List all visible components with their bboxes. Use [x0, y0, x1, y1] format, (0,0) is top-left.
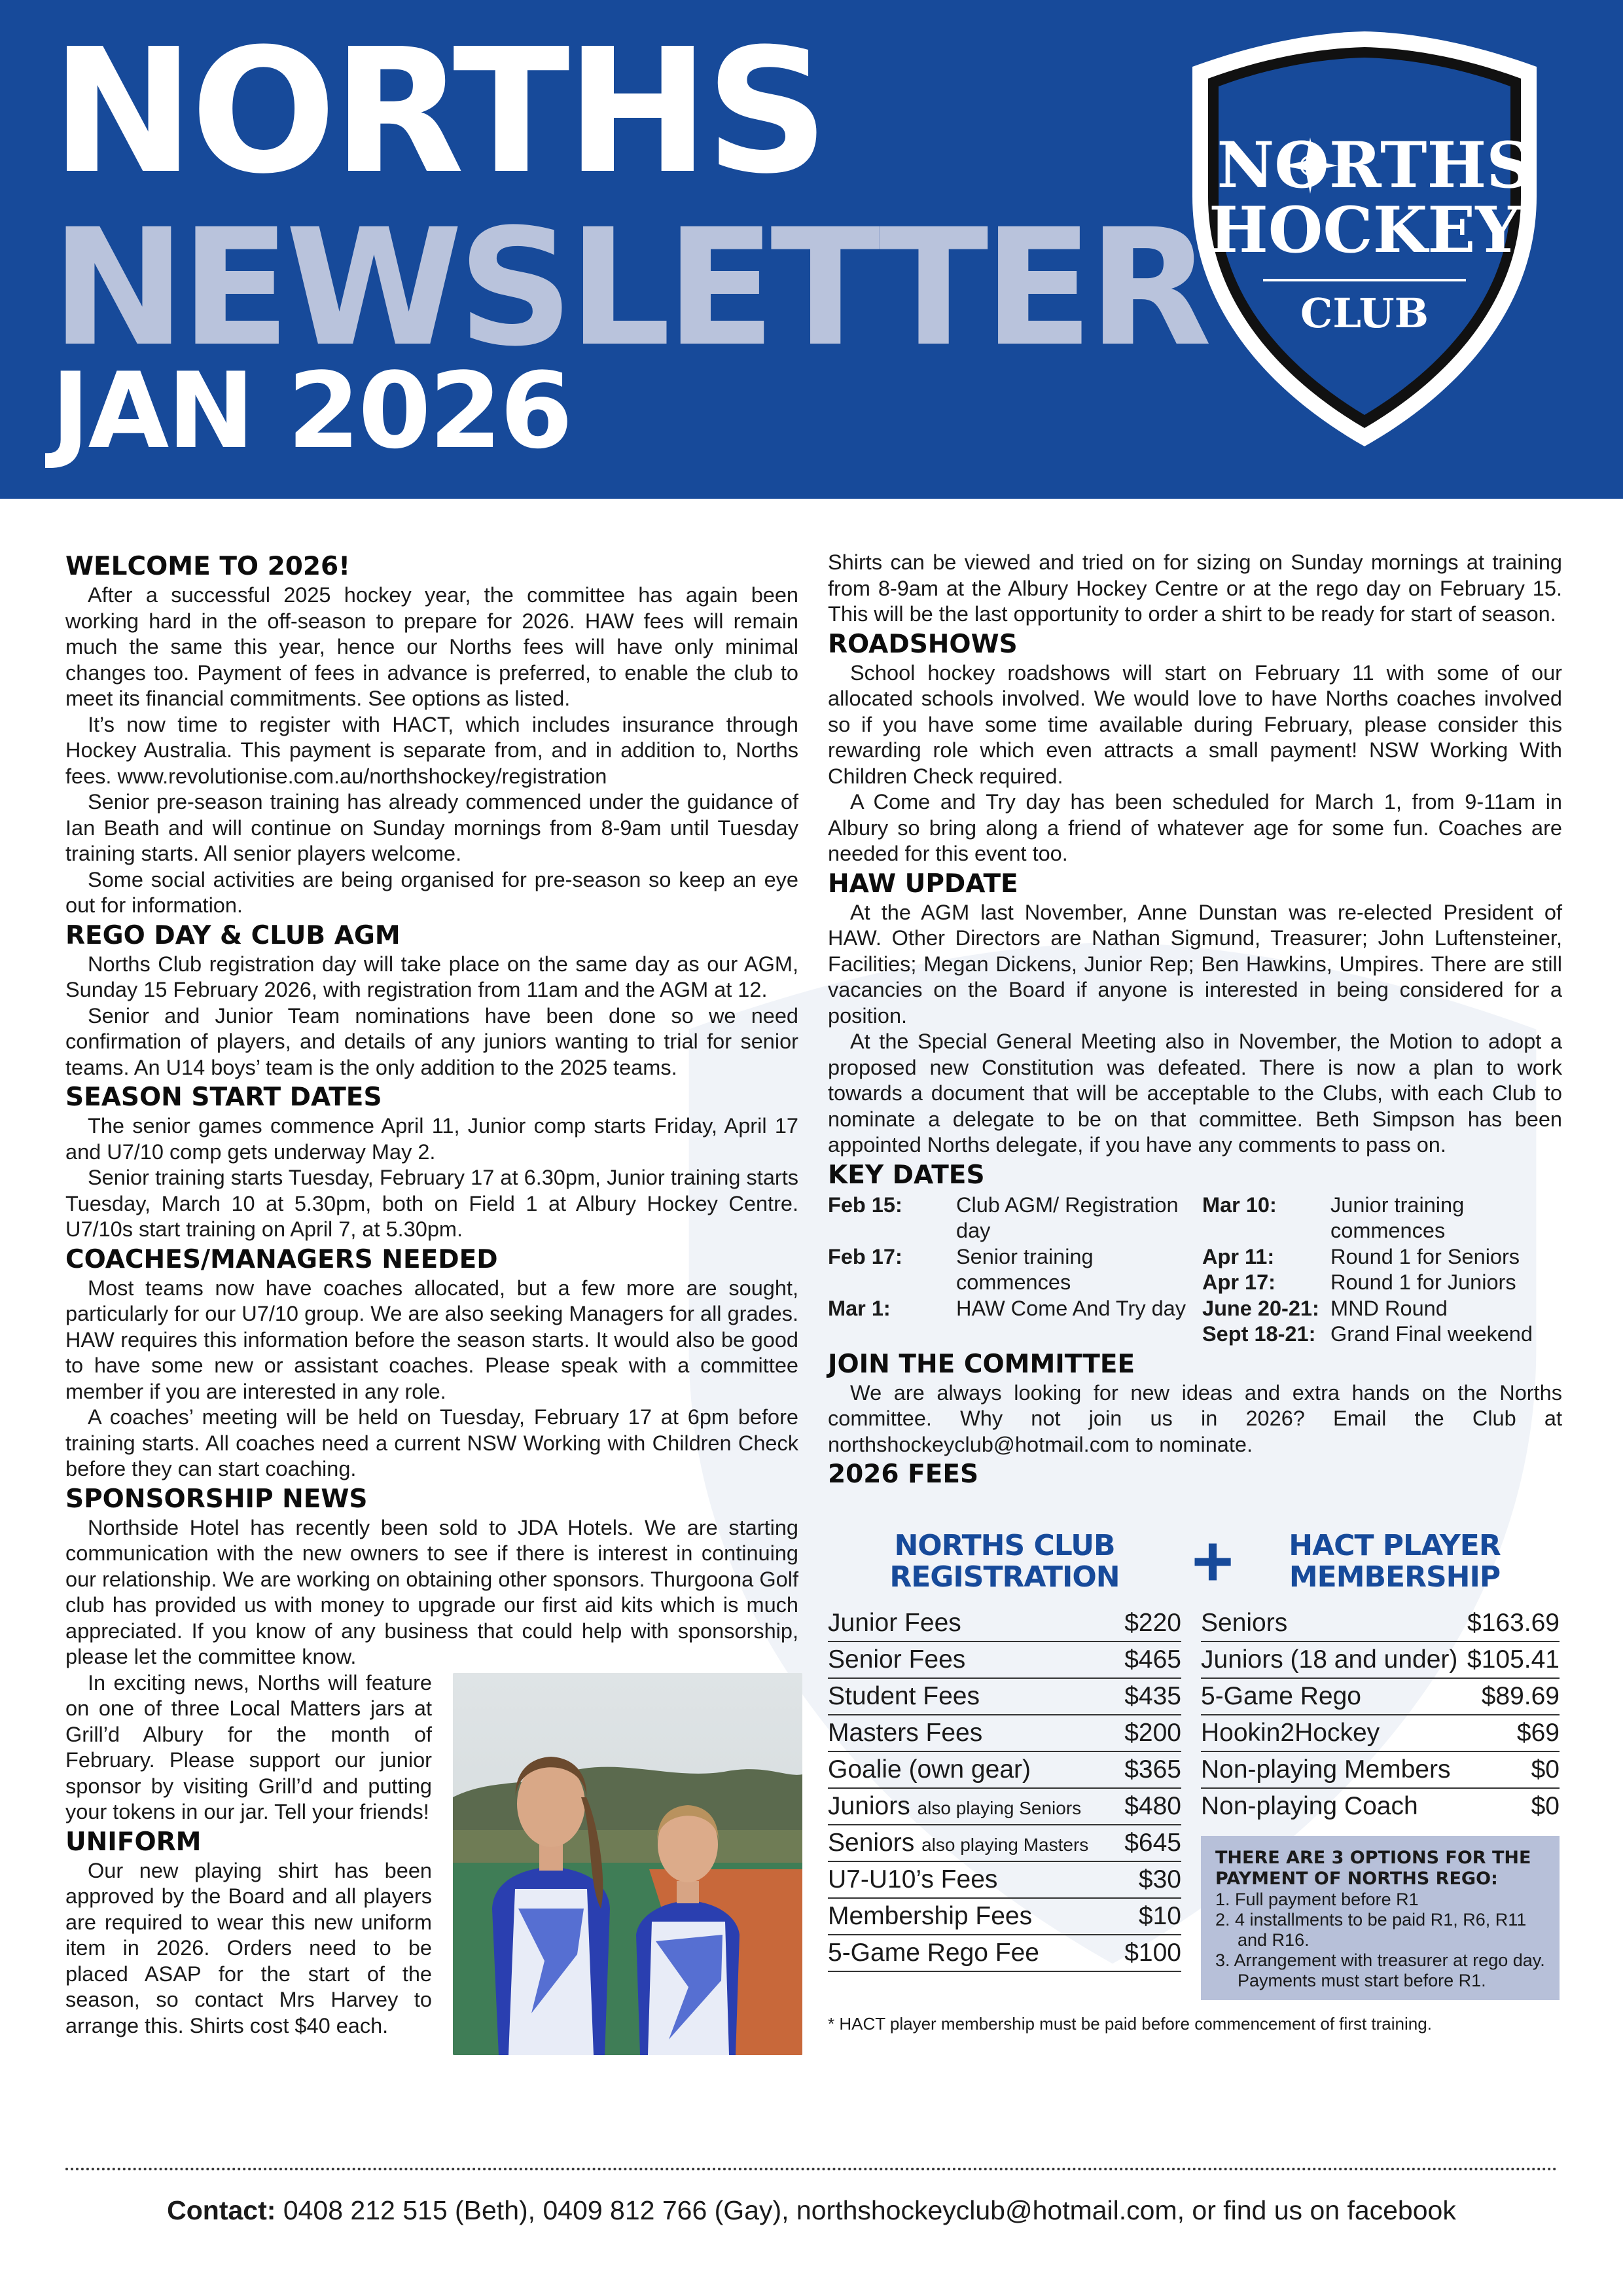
key-date-event: Round 1 for Juniors: [1330, 1270, 1516, 1294]
club-crest-logo: [1178, 26, 1551, 452]
haw-paragraph: At the Special General Meeting also in November, the Motion to adopt a proposed new Constitution was defeated. There is now a plan to work towards a document that will be acceptable to the Clubs, with each Club to nominate a delegate to be on that committee. Beth Simpson has been appointed Norths delegate, if you have any comments to pass on.: [828, 1030, 1562, 1157]
payment-option: 2. 4 installments to be paid R1, R6, R11 and R16.: [1215, 1910, 1527, 1950]
fees-tables: [828, 1605, 1562, 2000]
club-fees-table: [828, 1605, 1181, 2000]
key-date-stack: [1202, 1244, 1566, 1296]
key-date-event: MND Round: [1330, 1296, 1448, 1320]
roadshows-paragraph: A Come and Try day has been scheduled for March 1, from 9-11am in Albury so bring along a friend of whatever age for some fun. Coaches are needed for this event too.: [828, 790, 1562, 865]
fee-name: 5-Game Rego: [1201, 1682, 1361, 1710]
fees-footnote: * HACT player membership must be paid before commencement of first training.: [828, 2014, 1432, 2034]
fee-name: Student Fees: [828, 1682, 980, 1710]
hact-fees-panel: [1201, 1605, 1560, 2000]
fee-price: $645: [1124, 1829, 1181, 1857]
fee-row: [1201, 1605, 1560, 1642]
welcome-paragraph: It’s now time to register with HACT, which includes insurance through Hockey Australia. This payment is separate from, and in addition to, Norths fees. www.revolutionise.com.au/northshockey/registration: [65, 712, 798, 788]
key-date-event: Club AGM/ Registration day: [956, 1193, 1179, 1242]
fee-note: also playing Seniors: [917, 1798, 1082, 1818]
rego-heading: REGO DAY & CLUB AGM: [65, 920, 401, 950]
key-date-stack: [1202, 1296, 1566, 1348]
fee-note: also playing Masters: [921, 1835, 1089, 1855]
payment-option: 1. Full payment before R1: [1215, 1890, 1419, 1909]
coaches-paragraph: Most teams now have coaches allocated, but a few more are sought, particularly for our U7/10 group. We are also seeking Managers for all grades. HAW requires this information before the season starts. It would also be good to have some new or assistant coaches. Please speak with a committee member if you are interested in any role.: [65, 1276, 798, 1403]
committee-heading: JOIN THE COMMITTEE: [828, 1349, 1135, 1379]
committee-paragraph: We are always looking for new ideas and extra hands on the Norths committee. Why not join us in 2026? Email the Club at northshockeyclub@hotmail.com to nominate.: [828, 1380, 1562, 1456]
key-date-event: Round 1 for Seniors: [1330, 1244, 1520, 1268]
rego-paragraph: Norths Club registration day will take place on the same day as our AGM, Sunday 15 February 2026, with registration from 11am and the AGM at 12.: [65, 952, 798, 1001]
key-date-event: Grand Final weekend: [1330, 1322, 1533, 1346]
fee-name: Seniors: [828, 1829, 915, 1857]
fee-row: [1201, 1679, 1560, 1715]
fee-row: [828, 1825, 1181, 1862]
fee-row: [828, 1789, 1181, 1825]
photo-section: [65, 1670, 798, 2039]
uniform-paragraph: Shirts can be viewed and tried on for sizing on Sunday mornings at training from 8-9am at the Albury Hockey Centre or at the rego day on February 15. This will be the last opportunity to order a shirt to be ready for start of season.: [828, 550, 1562, 626]
masthead-issue-date: JAN 2026: [51, 350, 571, 472]
contact-details: 0408 212 515 (Beth), 0409 812 766 (Gay), northshockeyclub@hotmail.com, or find us on facebook: [276, 2195, 1456, 2225]
crest-word-club: CLUB: [1300, 289, 1429, 337]
fee-name: Masters Fees: [828, 1719, 983, 1747]
fee-price: $105.41: [1467, 1645, 1560, 1674]
key-date-event: Junior training commences: [1330, 1193, 1465, 1242]
masthead-title: NORTHS: [51, 12, 825, 211]
masthead-banner: [0, 0, 1623, 499]
key-dates-heading: KEY DATES: [828, 1160, 985, 1190]
fee-price: $89.69: [1481, 1682, 1560, 1710]
fee-price: $0: [1531, 1755, 1560, 1784]
fee-name: Membership Fees: [828, 1902, 1033, 1930]
season-paragraph: Senior training starts Tuesday, February 17 at 6.30pm, Junior training starts Tuesday, March 10 at 5.30pm, both on Field 1 at Albury Hockey Centre. U7/10s start training on April 7, at 5.30pm.: [65, 1166, 798, 1241]
fee-row: [828, 1899, 1181, 1935]
fee-price: $30: [1138, 1865, 1181, 1893]
right-column: [828, 550, 1562, 2034]
crest-word-norths: NORTHS: [1217, 128, 1532, 202]
fee-price: $200: [1124, 1719, 1181, 1747]
key-date: Apr 17:: [1202, 1270, 1275, 1294]
fee-price: $0: [1531, 1792, 1560, 1820]
fee-name: Non-playing Coach: [1201, 1792, 1418, 1820]
key-date-event: HAW Come And Try day: [956, 1296, 1186, 1320]
payment-options-title: THERE ARE 3 OPTIONS FOR THE PAYMENT OF NORTHS REGO:: [1215, 1848, 1531, 1889]
key-date-event: Senior training commences: [956, 1244, 1094, 1294]
payment-options-box: [1201, 1836, 1560, 2000]
fee-name: Senior Fees: [828, 1645, 966, 1674]
fee-row: [828, 1605, 1181, 1642]
key-date: Feb 15:: [828, 1193, 902, 1217]
payment-options-list: [1215, 1890, 1546, 1991]
fee-price: $69: [1516, 1719, 1560, 1747]
fee-price: $365: [1124, 1755, 1181, 1784]
rego-paragraph: Senior and Junior Team nominations have been done so we need confirmation of players, and details of any juniors wanting to trial for senior teams. An U14 boys’ team is the only addition to the 2025 teams.: [65, 1003, 798, 1079]
fee-price: $465: [1124, 1645, 1181, 1674]
roadshows-paragraph: School hockey roadshows will start on February 11 with some of our allocated schools involved. We would love to have Norths coaches involved so if you have some time available during February, please consider this rewarding role which even attracts a small payment! NSW Working With Children Check required.: [828, 660, 1562, 788]
fee-row: [828, 1752, 1181, 1789]
contact-line: [0, 2194, 1623, 2227]
season-paragraph: The senior games commence April 11, Junior comp starts Friday, April 17 and U7/10 comp gets underway May 2.: [65, 1114, 798, 1164]
key-date: Mar 10:: [1202, 1193, 1277, 1217]
fee-row: [828, 1935, 1181, 1972]
fee-name: 5-Game Rego Fee: [828, 1939, 1039, 1967]
fee-row: [828, 1715, 1181, 1752]
contact-label: Contact:: [167, 2195, 276, 2225]
fee-price: $163.69: [1467, 1609, 1560, 1637]
players-photo: [453, 1673, 802, 2055]
season-heading: SEASON START DATES: [65, 1083, 382, 1112]
fee-name: Juniors: [828, 1792, 910, 1820]
welcome-heading: WELCOME TO 2026!: [65, 552, 350, 581]
fee-name: U7-U10’s Fees: [828, 1865, 998, 1893]
key-date: Apr 11:: [1202, 1244, 1275, 1268]
footer-divider: [65, 2168, 1558, 2170]
fee-price: $435: [1124, 1682, 1181, 1710]
coaches-heading: COACHES/MANAGERS NEEDED: [65, 1244, 498, 1274]
fee-name: Junior Fees: [828, 1609, 961, 1637]
uniform-heading: UNIFORM: [65, 1827, 202, 1857]
fee-row: [1201, 1715, 1560, 1752]
fee-row: [828, 1679, 1181, 1715]
welcome-paragraph: After a successful 2025 hockey year, the committee has again been working hard in the off-season to prepare for 2026. HAW fees will remain much the same this year, hence our Norths fees will have only minimal changes too. Payment of fees in advance is preferred, to enable the club to meet its financial commitments. See options as listed.: [65, 583, 798, 710]
welcome-paragraph: Senior pre-season training has already commenced under the guidance of Ian Beath and will continue on Sunday mornings from 8-9am until Tuesday training starts. All senior players welcome.: [65, 790, 798, 865]
haw-paragraph: At the AGM last November, Anne Dunstan was re-elected President of HAW. Other Directors are Nathan Sigmund, Treasurer; John Luftensteiner, Facilities; Megan Dickens, Junior Rep; Ben Hawkins, Umpires. There are still vacancies on the Board if anyone is interested in being considered for a position.: [828, 900, 1562, 1028]
payment-option: 3. Arrangement with treasurer at rego day. Payments must start before R1.: [1215, 1950, 1545, 1990]
coaches-paragraph: A coaches’ meeting will be held on Tuesday, February 17 at 6pm before training starts. All coaches need a current NSW Working with Children Check before they can start coaching.: [65, 1405, 798, 1480]
sponsorship-heading: SPONSORSHIP NEWS: [65, 1484, 368, 1514]
fees-titles: [828, 1521, 1562, 1602]
roadshows-heading: ROADSHOWS: [828, 629, 1018, 659]
fee-name: Hookin2Hockey: [1201, 1719, 1380, 1747]
fee-price: $100: [1124, 1939, 1181, 1967]
fee-name: Goalie (own gear): [828, 1755, 1031, 1784]
plus-icon: +: [1191, 1521, 1234, 1602]
fee-name: Non-playing Members: [1201, 1755, 1451, 1784]
fee-name: Juniors (18 and under): [1201, 1645, 1458, 1674]
key-dates-grid: [828, 1193, 1562, 1348]
left-column: [65, 550, 798, 2039]
fee-name: Seniors: [1201, 1609, 1288, 1637]
fee-row: [828, 1642, 1181, 1679]
hact-membership-title: HACT PLAYER MEMBERSHIP: [1289, 1529, 1501, 1594]
fees-heading: 2026 FEES: [828, 1460, 979, 1489]
key-date: Mar 1:: [828, 1296, 891, 1320]
fee-price: $480: [1124, 1792, 1181, 1820]
sponsorship-paragraph: Northside Hotel has recently been sold to JDA Hotels. We are starting communication with the new owners to see if there is interest in continuing our relationship. We are working on obtaining other sponsors. Thurgoona Golf club has provided us with money to upgrade our first aid kits which is much appreciated. If you know of any business that could help with sponsorship, please let the committee know.: [65, 1515, 798, 1668]
sponsorship-paragraph: In exciting news, Norths will feature on one of three Local Matters jars at Grill’d Albury for the month of February. Please support our junior sponsor by visiting Grill’d and putting your tokens in our jar. Tell your friends!: [65, 1670, 432, 1823]
fee-row: [1201, 1642, 1560, 1679]
key-date: Feb 17:: [828, 1244, 902, 1268]
haw-heading: HAW UPDATE: [828, 869, 1018, 899]
club-registration-title: NORTHS CLUB REGISTRATION: [889, 1529, 1120, 1594]
fee-price: $10: [1138, 1902, 1181, 1930]
fee-row: [1201, 1752, 1560, 1789]
masthead-subtitle: NEWSLETTER: [51, 195, 1207, 382]
crest-word-hockey: HOCKEY: [1209, 193, 1520, 267]
uniform-paragraph: Our new playing shirt has been approved by the Board and all players are required to wear this new uniform item in 2026. Orders need to be placed ASAP for the start of the season, so contact Mrs Harvey to arrange this. Shirts cost $40 each.: [65, 1858, 432, 2037]
key-date: June 20-21:: [1202, 1296, 1319, 1320]
welcome-paragraph: Some social activities are being organised for pre-season so keep an eye out for information.: [65, 867, 798, 917]
fee-row: [1201, 1789, 1560, 1825]
fee-row: [828, 1862, 1181, 1899]
key-date: Sept 18-21:: [1202, 1322, 1316, 1346]
fee-price: $220: [1124, 1609, 1181, 1637]
